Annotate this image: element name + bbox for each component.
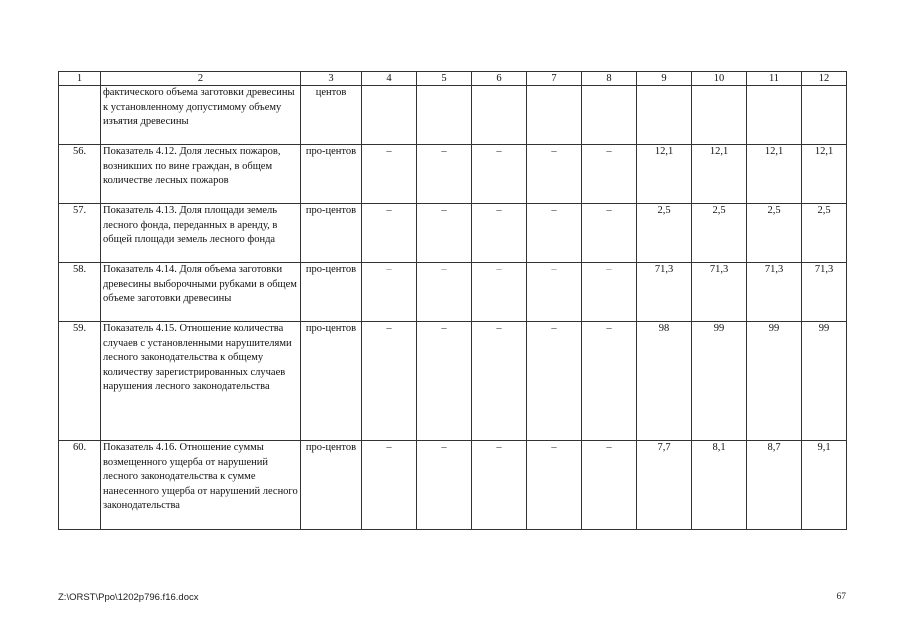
unit-cell: про-центов [301, 204, 362, 263]
empty-value-dash: – [527, 145, 582, 204]
row-number: 57. [59, 204, 101, 263]
value-cell [417, 86, 472, 145]
value-cell [637, 86, 692, 145]
header-cell: 5 [417, 72, 472, 86]
indicator-text: Показатель 4.13. Доля площади земель лесного фонда, переданных в аренду, в общей площади земель лесного фонда [101, 204, 301, 263]
empty-value-dash: – [417, 204, 472, 263]
value-cell: 99 [692, 322, 747, 441]
value-cell: 99 [802, 322, 847, 441]
empty-value-dash: – [582, 322, 637, 441]
value-cell: 9,1 [802, 441, 847, 530]
row-number: 60. [59, 441, 101, 530]
value-cell: 71,3 [692, 263, 747, 322]
empty-value-dash: – [527, 204, 582, 263]
unit-cell: про-центов [301, 322, 362, 441]
empty-value-dash: – [472, 145, 527, 204]
value-cell: 71,3 [802, 263, 847, 322]
empty-value-dash: – [417, 145, 472, 204]
empty-value-dash: – [527, 263, 582, 322]
value-cell: 2,5 [692, 204, 747, 263]
row-number: 56. [59, 145, 101, 204]
value-cell: 99 [747, 322, 802, 441]
value-cell: 12,1 [747, 145, 802, 204]
file-path: Z:\ORST\Ppo\1202p796.f16.docx [58, 592, 199, 603]
value-cell [362, 86, 417, 145]
value-cell: 71,3 [637, 263, 692, 322]
unit-cell: про-центов [301, 441, 362, 530]
value-cell: 8,1 [692, 441, 747, 530]
empty-value-dash: – [417, 263, 472, 322]
table-row [59, 263, 847, 322]
value-cell [582, 86, 637, 145]
unit-cell: про-центов [301, 145, 362, 204]
header-cell: 6 [472, 72, 527, 86]
empty-value-dash: – [582, 145, 637, 204]
empty-value-dash: – [472, 441, 527, 530]
indicator-text: Показатель 4.14. Доля объема заготовки древесины выборочными рубками в общем объеме заготовки древесины [101, 263, 301, 322]
header-row [59, 72, 847, 86]
empty-value-dash: – [362, 263, 417, 322]
header-cell: 7 [527, 72, 582, 86]
table-row [59, 322, 847, 441]
header-cell: 3 [301, 72, 362, 86]
value-cell [747, 86, 802, 145]
value-cell [692, 86, 747, 145]
empty-value-dash: – [527, 441, 582, 530]
value-cell: 8,7 [747, 441, 802, 530]
value-cell: 7,7 [637, 441, 692, 530]
value-cell: 98 [637, 322, 692, 441]
empty-value-dash: – [362, 145, 417, 204]
header-cell: 2 [101, 72, 301, 86]
empty-value-dash: – [472, 322, 527, 441]
value-cell: 12,1 [637, 145, 692, 204]
value-cell [802, 86, 847, 145]
header-cell: 1 [59, 72, 101, 86]
indicator-table [58, 71, 847, 530]
value-cell: 2,5 [637, 204, 692, 263]
table-row [59, 145, 847, 204]
row-number: 58. [59, 263, 101, 322]
empty-value-dash: – [417, 441, 472, 530]
value-cell: 12,1 [802, 145, 847, 204]
value-cell [527, 86, 582, 145]
value-cell: 2,5 [747, 204, 802, 263]
header-cell: 8 [582, 72, 637, 86]
value-cell: 2,5 [802, 204, 847, 263]
indicator-text: Показатель 4.16. Отношение суммы возмещенного ущерба от нарушений лесного законодательства к сумме нанесенного ущерба от нарушений лесного законодательства [101, 441, 301, 530]
indicator-text: Показатель 4.12. Доля лесных пожаров, возникших по вине граждан, в общем количестве лесных пожаров [101, 145, 301, 204]
value-cell [472, 86, 527, 145]
empty-value-dash: – [582, 204, 637, 263]
empty-value-dash: – [362, 441, 417, 530]
empty-value-dash: – [582, 441, 637, 530]
empty-value-dash: – [582, 263, 637, 322]
indicator-text: Показатель 4.15. Отношение количества случаев с установленными нарушителями лесного законодательства к общему количеству зарегистрированных случаев нарушения лесного законодательства [101, 322, 301, 441]
unit-cell: про-центов [301, 263, 362, 322]
value-cell: 12,1 [692, 145, 747, 204]
value-cell: 71,3 [747, 263, 802, 322]
table-row [59, 441, 847, 530]
empty-value-dash: – [472, 204, 527, 263]
page-number: 67 [836, 592, 846, 602]
header-cell: 11 [747, 72, 802, 86]
empty-value-dash: – [472, 263, 527, 322]
table-row [59, 204, 847, 263]
indicator-text: фактического объема заготовки древесины к установленному допустимому объему изъятия древесины [101, 86, 301, 145]
empty-value-dash: – [527, 322, 582, 441]
unit-cell: центов [301, 86, 362, 145]
header-cell: 9 [637, 72, 692, 86]
header-cell: 10 [692, 72, 747, 86]
data-rows [59, 145, 847, 530]
empty-value-dash: – [362, 204, 417, 263]
header-cell: 4 [362, 72, 417, 86]
row-number-cell [59, 86, 101, 145]
continued-row [59, 86, 847, 145]
empty-value-dash: – [362, 322, 417, 441]
header-cell: 12 [802, 72, 847, 86]
empty-value-dash: – [417, 322, 472, 441]
row-number: 59. [59, 322, 101, 441]
